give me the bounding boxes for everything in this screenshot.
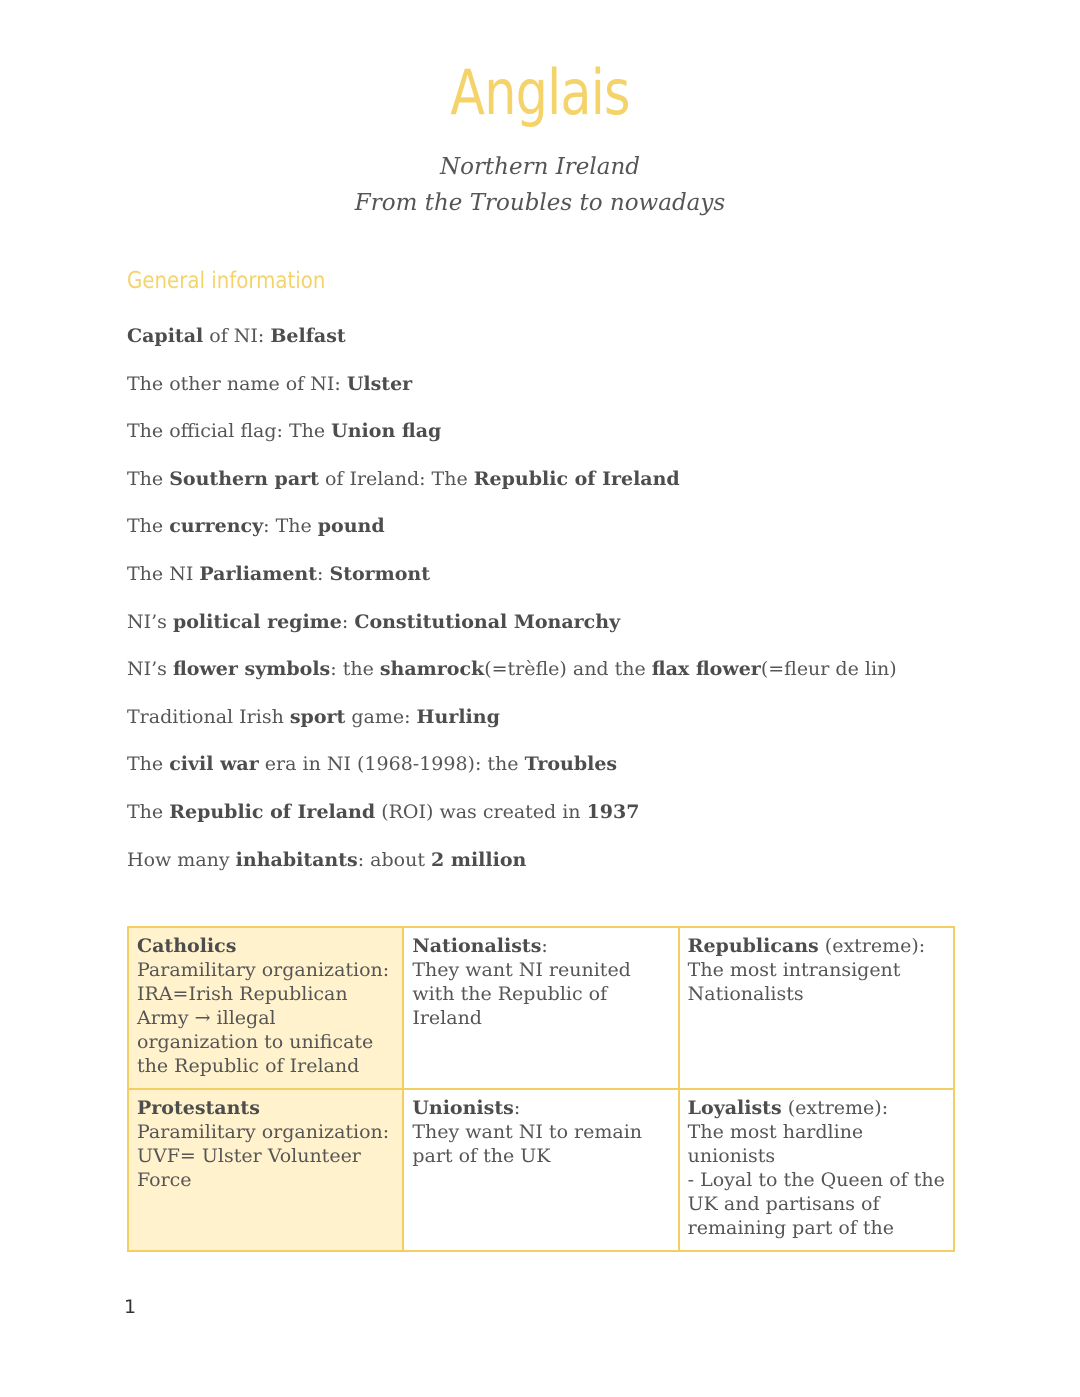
info-text: of NI: [203, 325, 271, 347]
cell-heading-suffix: : [541, 935, 548, 957]
cell-heading: Protestants [137, 1097, 260, 1119]
info-line [127, 560, 1027, 608]
info-line [127, 322, 1027, 370]
info-text: The NI [127, 562, 200, 585]
info-keyword: Republic of Ireland [473, 467, 680, 490]
document-subtitle-2: From the Troubles to nowadays [354, 190, 726, 216]
info-keyword: inhabitants [235, 848, 358, 871]
info-line [127, 655, 1027, 703]
info-keyword: Union flag [331, 420, 442, 443]
table-cell [679, 927, 954, 1089]
info-text: How many [127, 848, 236, 871]
info-text: The [127, 467, 170, 490]
info-line [127, 608, 1027, 656]
cell-text: The most intransigent Nationalists [687, 959, 901, 1005]
cell-heading: Catholics [137, 935, 237, 957]
document-subtitle: Northern Ireland [439, 154, 641, 180]
info-text: of Ireland: The [318, 467, 474, 490]
info-keyword: sport [289, 705, 346, 728]
table-cell [128, 1089, 403, 1251]
info-keyword: currency [169, 515, 264, 538]
section-heading: General information [127, 268, 326, 294]
cell-heading-suffix: : [513, 1097, 521, 1119]
info-keyword: Republic of Ireland [169, 800, 376, 823]
info-keyword: 1937 [586, 800, 640, 823]
info-text: The [127, 515, 170, 538]
info-keyword: flax flower [651, 658, 761, 681]
cell-heading: Unionists [412, 1097, 514, 1119]
info-text: Traditional Irish [127, 705, 290, 728]
groups-table [127, 926, 955, 1252]
table-row [128, 927, 954, 1089]
info-line [127, 750, 1027, 798]
info-text: : [341, 610, 355, 633]
cell-text: They want NI reunited with the Republic of Ireland [412, 959, 631, 1029]
info-line [127, 370, 1027, 418]
info-keyword: Stormont [329, 562, 431, 585]
info-keyword: 2 million [431, 848, 527, 871]
info-text: NI’s [127, 610, 173, 633]
cell-heading-suffix: (extreme): [781, 1097, 889, 1119]
info-keyword: shamrock [379, 658, 485, 681]
info-text: (=trèfle) and the [484, 658, 652, 681]
info-keyword: Troubles [524, 753, 618, 776]
info-text: The [127, 800, 170, 823]
info-text: The official flag: The [127, 420, 332, 443]
info-line [127, 846, 1027, 894]
info-line [127, 703, 1027, 751]
cell-text: Paramilitary organization: IRA=Irish Republican Army → illegal organization to unificate the Republic of Ireland [137, 959, 390, 1077]
cell-heading-suffix: (extreme): [818, 935, 926, 957]
info-text: era in NI (1968-1998): the [258, 753, 525, 776]
info-keyword: pound [317, 515, 385, 538]
document-title: Anglais [450, 56, 630, 129]
info-keyword: Hurling [416, 705, 500, 728]
table-cell [128, 927, 403, 1089]
info-keyword: Capital [127, 325, 204, 347]
page-number: 1 [124, 1296, 137, 1318]
info-text: : the [330, 658, 380, 681]
info-text: : The [263, 515, 318, 538]
table-cell [403, 1089, 678, 1251]
table-cell [679, 1089, 954, 1251]
cell-heading: Loyalists [687, 1097, 782, 1119]
cell-text: The most hardline unionists - Loyal to the Queen of the UK and partisans of remaining part of the [687, 1121, 945, 1239]
info-keyword: political regime [172, 610, 342, 633]
info-list [127, 322, 1027, 893]
cell-text: Paramilitary organization: UVF= Ulster Volunteer Force [137, 1121, 390, 1191]
cell-heading: Republicans [687, 935, 819, 957]
info-line [127, 417, 1027, 465]
info-text: (ROI) was created in [375, 800, 587, 823]
info-text: (=fleur de lin) [760, 658, 897, 681]
info-line [127, 512, 1027, 560]
table-cell [403, 927, 678, 1089]
info-text: NI’s [127, 658, 173, 681]
info-text: : [317, 562, 330, 585]
info-line [127, 798, 1027, 846]
info-keyword: Belfast [270, 325, 346, 347]
cell-text: They want NI to remain part of the UK [412, 1121, 643, 1167]
info-keyword: Southern part [169, 467, 319, 490]
info-text: The other name of NI: [127, 372, 347, 395]
info-keyword: Parliament [199, 562, 318, 585]
info-text: game: [345, 705, 417, 728]
info-keyword: Constitutional Monarchy [354, 610, 621, 633]
cell-heading: Nationalists [412, 935, 542, 957]
info-text: The [127, 753, 170, 776]
info-text: : about [357, 848, 432, 871]
info-keyword: Ulster [346, 372, 413, 395]
table-row [128, 1089, 954, 1251]
info-line [127, 465, 1027, 513]
info-keyword: civil war [169, 753, 259, 776]
info-keyword: flower symbols [172, 658, 331, 681]
